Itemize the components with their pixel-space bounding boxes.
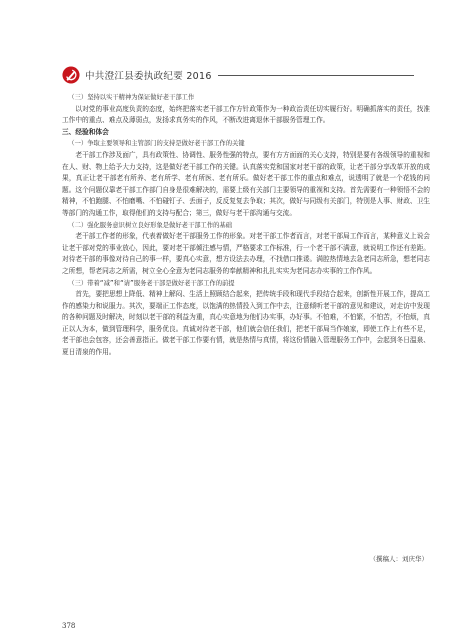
paragraph: 首先，要把思想上降低、精神上解闷、生活上照顾结合起来，把传统手段和现代手段结合起来，创新性开展工作，提高工作的感染力和说服力。其次，要端正工作态度，以饱满的热情投入到工作中去，注意倾听老干部的意见和建议，对走访中发现的各种问题及时解决，时刻以老干部的利益为重，真心实意地为他们办实事，办好事。不怕难，不怕繁，不怕苦，不怕烦，真正以人为本，做到管理科学，服务优良。真诚对待老干部，他们就会信任我们，把老干部局当作娘家，即使工作上有些不足，老干部也会包容，还会善意指正。做老干部工作要有情，就是热情与真情，将这份情融入管理服务工作中，会起到冬日温泉、夏日清泉的作用。 — [62, 290, 430, 357]
paragraph: 老干部工作者的形象，代表着做好老干部服务工作的形象。对老干部工作者而言，对老干部局工作而言，某种意义上说会让老干部对党的事业放心，因此，要对老干部倾注感与情，严格要求工作标准，行一个老干部不满意，就说明工作还有差距。对待老干部的事像对待自己的事一样，要真心实意，想方设法去办理，不找借口推诿。满腔热情地去急老同志所急，想老同志之所想，帮老同志之所需，树立全心全意为老同志服务的奉献精神和扎扎实实为老同志办实事的工作作风。 — [62, 232, 430, 275]
subsection-heading: （一）争取主要领导和主管部门的支持是做好老干部工作的关键 — [68, 140, 245, 148]
page-number: 378 — [62, 622, 76, 630]
subsection-heading: （三）坚持以实干精神为保证做好老干部工作 — [68, 94, 195, 101]
paragraph: 以对党的事业高度负责的态度，始终把落实老干部工作方针政策作为一种政治责任切实履行好。明确抓落实的责任，找准工作中的重点、难点及薄弱点，发扬求真务实的作风，不断改进离退休干部服务管理工作。 — [62, 104, 430, 125]
author-signature: （撰稿人：刘庆华） — [369, 555, 428, 563]
section-heading: 三、经验和体会 — [62, 127, 109, 136]
party-emblem-icon — [62, 66, 80, 84]
subsection-heading: （二）强化服务意识树立良好形象是做好老干部工作的基础 — [68, 221, 233, 229]
header-title: 中共澄江县委执政纪要 2016 — [85, 71, 212, 82]
header-rule — [218, 75, 414, 76]
page-body — [62, 92, 430, 359]
paragraph: 老干部工作涉及面广，具有政策性、协调性、服务性强的特点，要有方方面面的关心支持，特别是要有各级领导的重视和在人、财、物上给予大力支持，这是做好老干部工作的关键。认真落实党和国家对老干部的政策，让老干部分享改革开放的成果，真正让老干部老有所养、老有所学、老有所医、老有所乐。做好老干部工作的重点和难点，说透明了就是一个花钱的问题。这个问题仅靠老干部工作部门自身是很难解决的，需要上级有关部门主要领导的重视和支持。首先需要有一种领悟不会的精神，不怕跑腿、不怕磨嘴、不怕碰钉子、丢面子，反反复复去争取；其次，做好与同级有关部门，特别是人事、财政、卫生等部门的沟通工作，取得他们的支持与配合；第三，做好与老干部沟通与交流。 — [62, 150, 430, 217]
subsection-heading: （三）带着“减”和“请”服务老干部是做好老干部工作的前提 — [68, 279, 235, 287]
running-header — [62, 66, 414, 84]
